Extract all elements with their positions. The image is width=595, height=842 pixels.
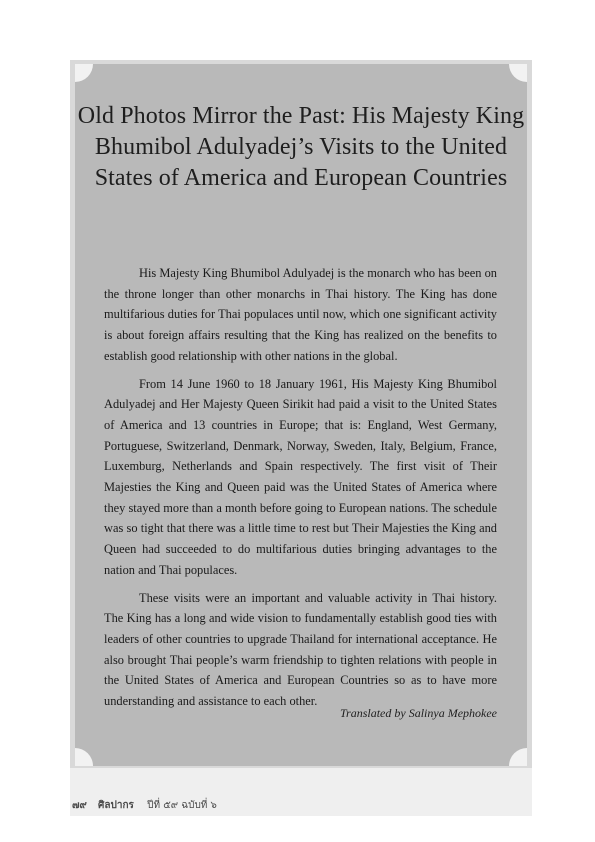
- panel-corner-bottom-right: [509, 748, 527, 766]
- panel-corner-bottom-left: [75, 748, 93, 766]
- article-title: Old Photos Mirror the Past: His Majesty King Bhumibol Adulyadej’s Visits to the United States of America and European Countries: [77, 103, 525, 191]
- article-panel: [75, 64, 527, 766]
- magazine-name: ศิลปากร: [98, 800, 134, 811]
- paragraph-1: His Majesty King Bhumibol Adulyadej is the monarch who has been on the throne longer than other monarchs in Thai history. The King has done multifarious duties for Thai populaces until now, which one significant activity is about foreign affairs resulting that the King has realized on the benefits to establish good relationship with other nations in the global.: [104, 266, 497, 363]
- issue-info: ปีที่ ๕๙ ฉบับที่ ๖: [147, 800, 217, 811]
- translator-credit: Translated by Salinya Mephokee: [340, 706, 497, 720]
- article-body: [104, 263, 497, 719]
- paragraph-3: These visits were an important and valuable activity in Thai history. The King has a long and wide vision to fundamentally establish good ties with leaders of other countries to upgrade Thailand for international acceptance. He also brought Thai people’s warm friendship to tighten relations with people in the United States of America and European Countries so as to have more understanding and assistance to each other.: [104, 590, 497, 709]
- paragraph-2: From 14 June 1960 to 18 January 1961, His Majesty King Bhumibol Adulyadej and Her Majesty Queen Sirikit had paid a visit to the United States of America and 13 countries in Europe; that is: England, West Germany, Portuguese, Switzerland, Denmark, Norway, Sweden, Italy, Belgium, France, Luxemburg, Netherlands and Spain respectively. The first visit of Their Majesties the King and Queen paid was the United States of America where they stayed more than a month before going to European nations. The schedule was so tight that there was a little time to rest but Their Majesties the King and Queen had succeeded to do multifarious duties bringing advantages to the nation and Thai populaces.: [104, 376, 497, 577]
- page-number: ๗๙: [72, 800, 87, 811]
- page-footer: [72, 798, 217, 813]
